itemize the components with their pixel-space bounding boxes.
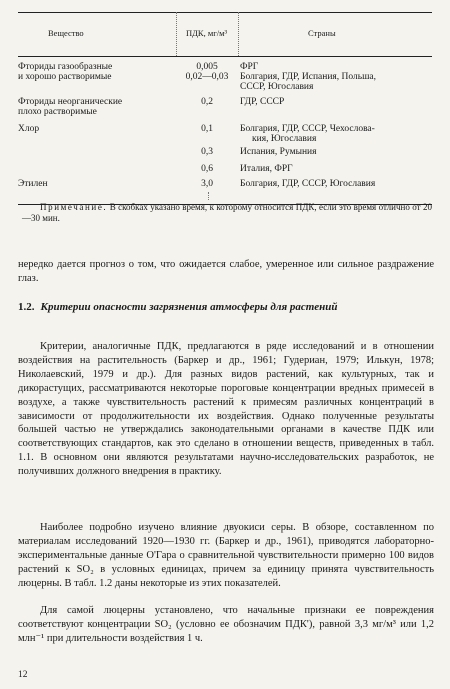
continuation-text: нередко дается прогноз о том, что ожидается слабое, умеренное или сильное раздражение глаз. (18, 259, 434, 284)
column-separator (238, 12, 239, 56)
header-substance: Вещество (48, 28, 84, 38)
table-cell-substance: Фториды газообразные (18, 62, 113, 72)
header-countries: Страны (308, 28, 336, 38)
table-cell-substance: плохо растворимые (18, 107, 97, 117)
section-number: 1.2. (18, 301, 35, 313)
paragraph: Для самой люцерны установлено, что начальные признаки ее повреждения соответствуют концентрации SO₂ (условно ее обозначим ПДК'), равной 3,3 мг/м³ или 1,2 млн⁻¹ при длительности воздействия 1 ч. (18, 605, 434, 644)
table-cell-countries: Болгария, ГДР, СССР, Чехослова- (240, 124, 375, 134)
section-heading (18, 300, 378, 314)
table-cell-pdk: 0,1 (201, 124, 213, 134)
table-cell-countries: ГДР, СССР (240, 97, 285, 107)
table-cell-pdk: 0,3 (201, 147, 213, 157)
paragraph: Критерии, аналогичные ПДК, предлагаются в ряде исследований и в отношении воздействия на растительность (Баркер и др., 1961; Гудериан, 1979; Илькун, 1978; Николаевский, 1979 и др.). Для разных видов растений, как культурных, так и дикорастущих, рассматриваются некоторые пороговые концентрации вредных примесей в воздухе, а также чувствительность растений к примесям различных концентраций в зависимости от продолжительности их воздействия. Однако полученные результаты большей частью не утверждались законодательными органами в качестве ПДК или соответствующих стандартов, как это сделано в отношении веществ, приведенных в табл. 1.1. В основном они являются результатами научно-исследовательских разработок, не получивших должного внедрения в практику. (18, 341, 434, 478)
table-top-rule (18, 12, 432, 13)
column-separator (176, 12, 177, 56)
table-cell-substance: Фториды неорганические (18, 97, 123, 107)
section-title: Критерии опасности загрязнения атмосферы для растений (40, 301, 338, 313)
table-cell-countries: Болгария, ГДР, Испания, Польша, (240, 72, 377, 82)
table-cell-countries: Италия, ФРГ (240, 164, 293, 174)
table-cell-countries: Болгария, ГДР, СССР, Югославия (240, 179, 376, 189)
table-cell-substance: и хорошо растворимые (18, 72, 112, 82)
table-cell-countries: Испания, Румыния (240, 147, 317, 157)
table-cell-pdk: 0,02—0,03 (185, 72, 229, 82)
table-note (22, 202, 432, 224)
table-cell-countries: кия, Югославия (252, 134, 317, 144)
page-number: 12 (18, 670, 28, 680)
table-cell-countries: ФРГ (240, 62, 259, 72)
table-cell-substance: Этилен (18, 179, 48, 189)
note-label: Примечание. (40, 202, 108, 212)
table-header-rule (18, 56, 432, 57)
table-cell-countries: СССР, Югославия (240, 82, 314, 92)
table-cell-pdk: 0,6 (201, 164, 213, 174)
note-text: В скобках указано время, к которому относится ПДК, если это время отлично от 20—30 мин. (22, 202, 432, 223)
table-cell-pdk: 0,005 (196, 62, 218, 72)
table-cell-pdk: 3,0 (201, 179, 213, 189)
table-tail-mark (208, 192, 209, 200)
table-cell-substance: Хлор (18, 124, 40, 134)
header-pdk: ПДК, мг/м³ (186, 28, 228, 38)
table-cell-pdk: 0,2 (201, 97, 213, 107)
paragraph: Наиболее подробно изучено влияние двуокиси серы. В обзоре, составленном по материалам исследований 1920—1930 гг. (Баркер и др., 1961), приводятся лабораторно-экспериментальные данные О'Гара о сравнительной чувствительности примерно 100 видов растений к SO₂ в условных единицах, причем за единицу принята чувствительность люцерны. В табл. 1.2 даны некоторые из этих показателей. (18, 522, 434, 589)
